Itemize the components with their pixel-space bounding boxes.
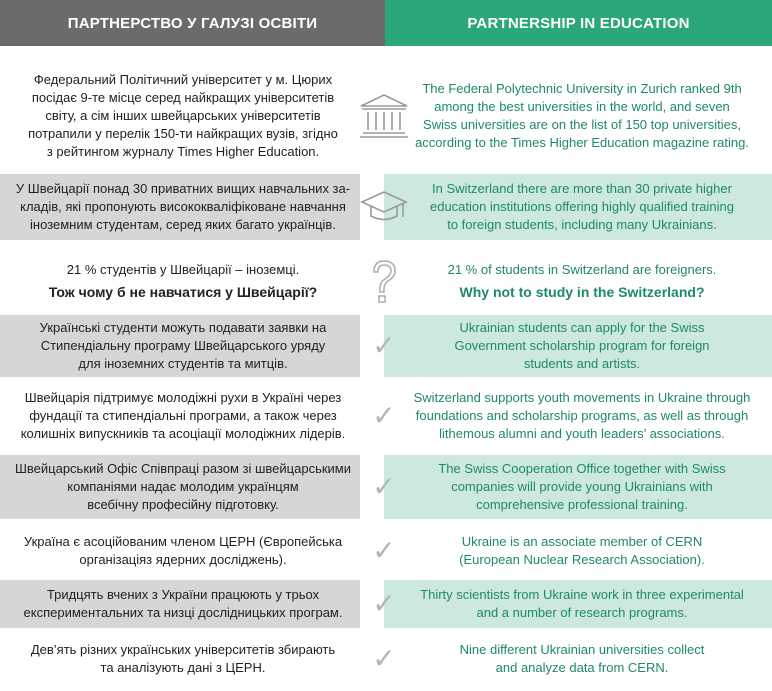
list-item	[0, 634, 772, 684]
list-item	[0, 58, 772, 174]
english-text: The Federal Polytechnic University in Zurich ranked 9th among the best universities in the world, and seven Swiss universities are on the list of 150 top universities, according to the Times Higher Education magazine rating.	[415, 81, 749, 150]
ukrainian-text: У Швейцарії понад 30 приватних вищих навчальних за- кладів, які пропонують висококваліфіковане навчання іноземним студентам, серед яких багато українців.	[15, 181, 351, 232]
english-text: Nine different Ukrainian universities collect and analyze data from CERN.	[459, 642, 705, 675]
list-item	[0, 250, 772, 312]
ukrainian-text: Дев’ять різних українських університетів збирають та аналізують дані з ЦЕРН.	[30, 642, 336, 675]
english-text: The Swiss Cooperation Office together with Swiss companies will provide young Ukrainians with comprehensive professional training.	[438, 461, 726, 512]
english-text: 21 % of students in Switzerland are foreigners. Why not to study in the Switzerland?	[447, 262, 717, 300]
list-item	[0, 455, 772, 519]
ukrainian-text: Швейцарський Офіс Співпраці разом зі швейцарськими компаніями надає молодим українцям всебічну професійну підготовку.	[14, 461, 352, 512]
checkmark-icon: ✓	[372, 470, 396, 503]
checkmark-icon: ✓	[372, 399, 396, 432]
checkmark-icon: ✓	[372, 534, 396, 567]
english-text: Switzerland supports youth movements in Ukraine through foundations and scholarship programs, as well as through lithemous alumni and youth leaders’ associations.	[413, 390, 751, 441]
list-item	[0, 526, 772, 576]
ukrainian-text: 21 % студентів у Швейцарії – іноземці. Тож чому б не навчатися у Швейцарії?	[48, 262, 318, 300]
header-right-title: PARTNERSHIP IN EDUCATION	[385, 0, 772, 46]
ukrainian-text: Українські студенти можуть подавати заявки на Стипендіальну програму Швейцарського уряду для іноземних студентів та митців.	[39, 320, 327, 371]
list-item	[0, 580, 772, 628]
header-left-title: ПАРТНЕРСТВО У ГАЛУЗІ ОСВІТИ	[0, 0, 385, 46]
english-text: Ukraine is an associate member of CERN (European Nuclear Research Association).	[459, 534, 705, 567]
checkmark-icon: ✓	[372, 329, 396, 362]
english-text: Ukrainian students can apply for the Swiss Government scholarship program for foreign students and artists.	[454, 320, 710, 371]
ukrainian-text: Швейцарія підтримує молодіжні рухи в Україні через фундації та стипендіальні програми, а також через колишніх випускників та асоціації молодіжних лідерів.	[20, 390, 346, 441]
list-item	[0, 174, 772, 240]
list-item	[0, 384, 772, 448]
ukrainian-text: Тридцять вчених з України працюють у трьох експериментальних та низці дослідницьких програм.	[23, 587, 343, 620]
checkmark-icon: ✓	[372, 642, 396, 675]
english-text: Thirty scientists from Ukraine work in three experimental and a number of research programs.	[420, 587, 744, 620]
english-text: In Switzerland there are more than 30 private higher education institutions offering highly qualified training to foreign students, including many Ukrainians.	[429, 181, 734, 232]
list-item	[0, 315, 772, 377]
checkmark-icon: ✓	[372, 587, 396, 620]
ukrainian-text: Україна є асоційованим членом ЦЕРН (Європейська організаціяз ядерних досліджень).	[23, 534, 343, 567]
ukrainian-text: Федеральний Політичний університет у м. Цюрих посідає 9-те місце серед найкращих університетів світу, а сім інших швейцарських університетів потрапили у перелік 150-ти найкращих вузів, згідно з рейтингом журналу Times Higher Education.	[28, 72, 338, 159]
